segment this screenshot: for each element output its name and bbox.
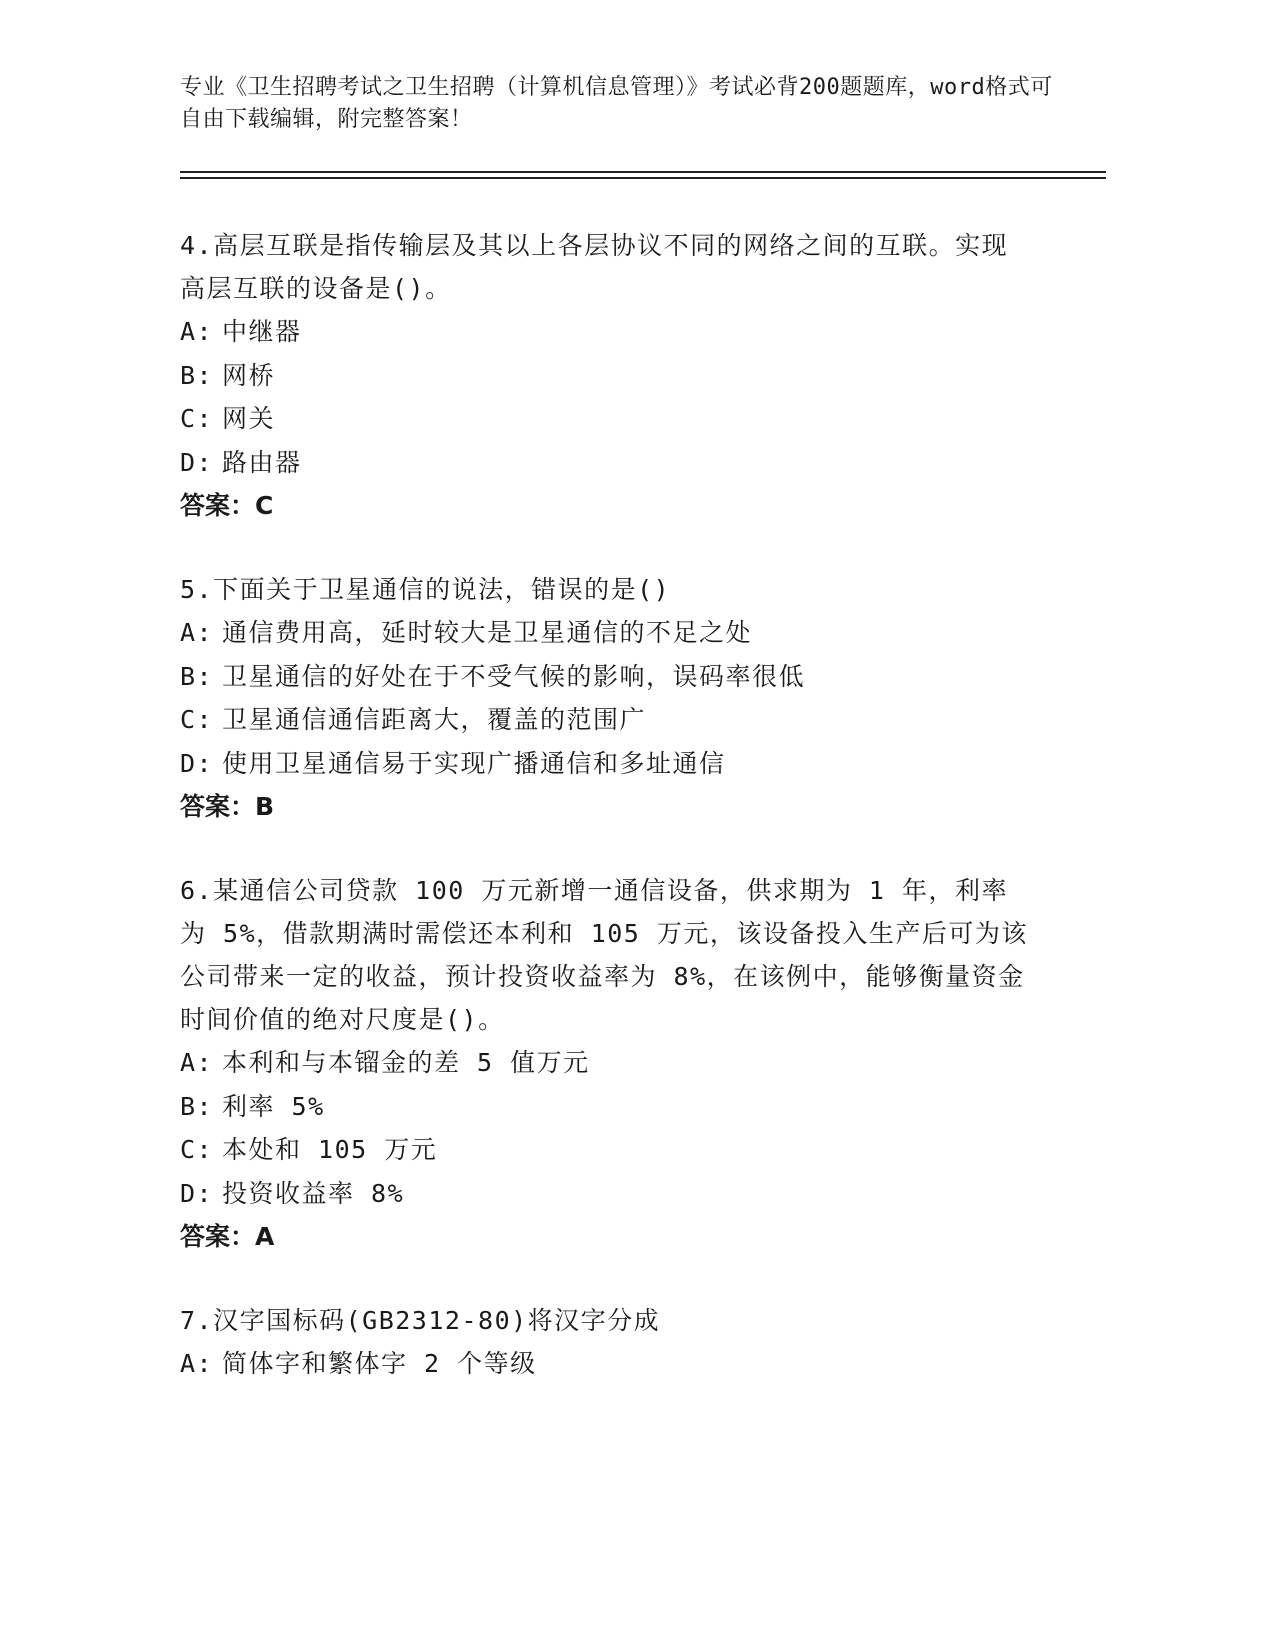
option-text: 本处和 105 万元 [222,1135,438,1164]
answer-line: 答案：C [180,491,274,520]
option-a [180,611,1030,655]
option-letter: C: [180,404,214,433]
option-text: 简体字和繁体字 2 个等级 [222,1349,537,1378]
option-a [180,1041,1030,1085]
header-divider-bottom [180,177,1106,179]
answer-line: 答案：A [180,1222,275,1251]
option-text: 通信费用高，延时较大是卫星通信的不足之处 [222,618,753,647]
option-text: 本利和与本镏金的差 5 值万元 [222,1048,590,1077]
option-b [180,354,1030,398]
option-b [180,1085,1030,1129]
option-letter: C: [180,1135,214,1164]
option-text: 使用卫星通信易于实现广播通信和多址通信 [222,748,726,778]
question-block [180,869,1030,1259]
option-c [180,698,1030,742]
question-stem: 4.高层互联是指传输层及其以上各层协议不同的网络之间的互联。实现高层互联的设备是()。 [180,231,1009,303]
header-divider-top [180,171,1106,173]
option-text: 网桥 [222,360,276,390]
option-letter: B: [180,360,214,390]
option-text: 投资收益率 8% [222,1178,405,1208]
option-letter: C: [180,705,214,734]
option-b [180,655,1030,699]
option-text: 卫星通信的好处在于不受气候的影响，误码率很低 [222,661,806,691]
question-stem: 7.汉字国标码(GB2312-80)将汉字分成 [180,1306,661,1335]
option-c [180,397,1030,441]
option-d [180,742,1030,786]
option-d [180,441,1030,485]
option-a [180,310,1030,354]
answer-line: 答案：B [180,792,275,821]
option-a [180,1342,1030,1386]
option-c [180,1128,1030,1172]
option-letter: D: [180,1178,214,1208]
option-letter: A: [180,618,214,647]
option-text: 网关 [222,404,276,433]
option-text: 卫星通信通信距离大，覆盖的范围广 [222,705,647,734]
question-stem: 5.下面关于卫星通信的说法，错误的是() [180,575,671,604]
option-letter: B: [180,1091,214,1121]
document-header: 专业《卫生招聘考试之卫生招聘（计算机信息管理）》考试必背200题题库，word格式可自由下载编辑，附完整答案！ [180,75,1053,132]
option-letter: D: [180,748,214,778]
question-block [180,1299,1030,1386]
option-letter: A: [180,317,214,346]
option-letter: A: [180,1048,214,1077]
question-list [180,224,1030,1426]
option-letter: B: [180,661,214,691]
option-letter: A: [180,1349,214,1378]
option-text: 利率 5% [222,1091,325,1121]
option-text: 中继器 [222,317,302,346]
question-block [180,224,1030,528]
option-text: 路由器 [222,447,302,477]
question-stem: 6.某通信公司贷款 100 万元新增一通信设备，供求期为 1 年，利率为 5%，借款期满时需偿还本利和 105 万元，该设备投入生产后可为该公司带来一定的收益，预计投资收益率为 8%，在该例中，能够衡量资金时间价值的绝对尺度是()。 [180,876,1028,1034]
option-d [180,1172,1030,1216]
option-letter: D: [180,447,214,477]
question-block [180,568,1030,829]
